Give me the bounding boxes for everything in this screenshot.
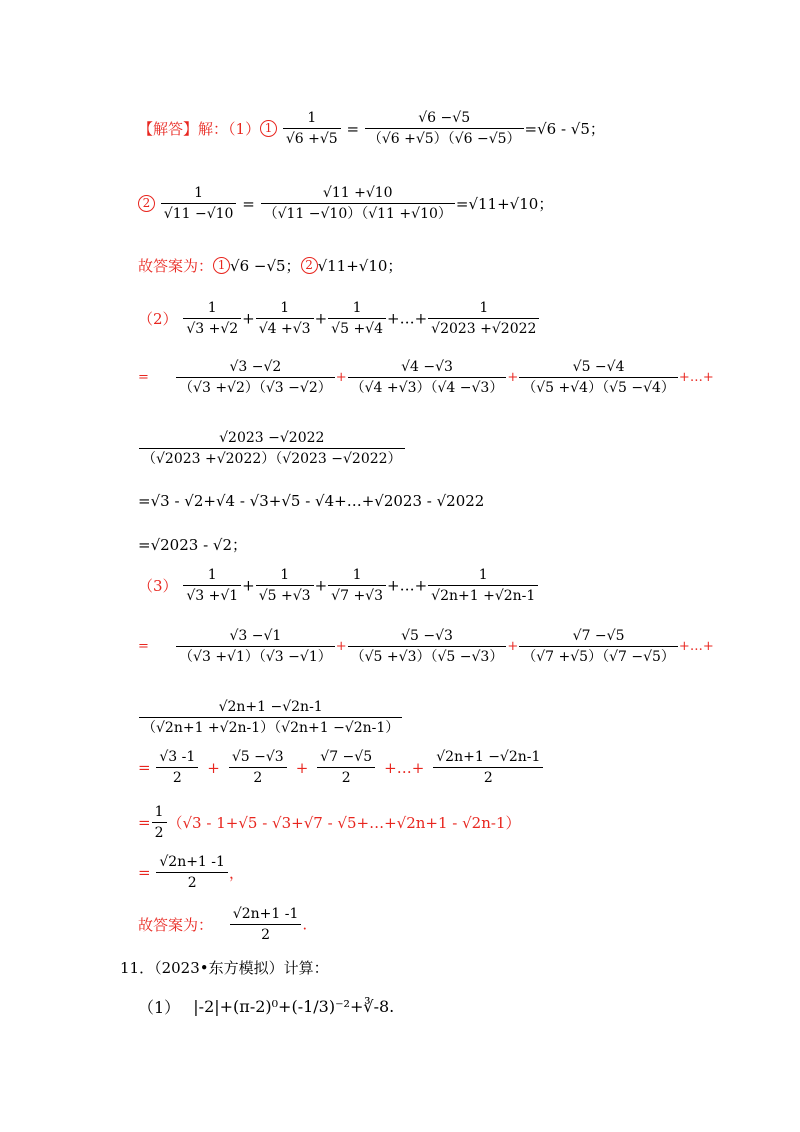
equals-sign: = [346, 119, 360, 138]
numerator: √7 −√5 [317, 747, 375, 768]
numerator: 1 [328, 298, 386, 319]
equals-sign: = [242, 194, 255, 213]
q2-telescoping [138, 492, 484, 510]
answer-prefix: 故答案为： [138, 257, 214, 275]
numerator: √3 −√2 [176, 357, 335, 378]
fraction [317, 747, 375, 788]
q2-result [138, 534, 247, 555]
numerator: √2n+1 -1 [156, 852, 228, 873]
question-11-part1 [138, 995, 394, 1018]
numerator: 1 [256, 565, 314, 586]
fraction [283, 108, 341, 149]
denominator: （√7 +√5）（√7 −√5） [522, 649, 675, 665]
plus: + [507, 370, 519, 385]
period: . [302, 915, 308, 934]
answer-1-line [138, 255, 402, 276]
numerator: 1 [256, 298, 314, 319]
q2-line3 [138, 428, 406, 469]
fraction [519, 357, 678, 398]
equals-sign: = [138, 813, 151, 832]
question-11-header [120, 957, 329, 978]
denominator: 2 [253, 770, 263, 786]
telescoping-sum: =√3 - √2+√4 - √3+√5 - √4+…+√2023 - √2022 [138, 492, 485, 510]
equals-sign: = [138, 758, 151, 777]
numerator: √4 −√3 [348, 357, 507, 378]
numerator: √5 −√4 [519, 357, 678, 378]
q3-halves [138, 747, 544, 788]
plus: + [295, 758, 309, 777]
answer-label: 【解答】 [138, 120, 199, 138]
part-1-label: （1） [138, 998, 181, 1017]
equals-sign: = [138, 370, 149, 385]
q1-line1 [138, 108, 605, 149]
numerator: √3 -1 [156, 747, 198, 768]
denominator: （√3 +√1）（√3 −√1） [179, 649, 332, 665]
plus: + [242, 309, 255, 328]
expression: |-2|+(π-2)⁰+(-1/3)⁻²+∛-8 [193, 997, 390, 1016]
fraction [328, 565, 386, 606]
answer-prefix: 故答案为： [138, 916, 214, 934]
numerator: √2023 −√2022 [139, 428, 405, 449]
answer-1a: √6 −√5； [230, 257, 301, 275]
denominator: √5 +√4 [331, 321, 384, 337]
fraction [229, 747, 287, 788]
q3-result [138, 852, 244, 893]
ellipsis: +…+ [678, 639, 714, 654]
denominator: （√5 +√4）（√5 −√4） [522, 380, 675, 396]
question-11-title: 11．（2023•东方模拟）计算： [120, 959, 329, 977]
fraction [152, 802, 167, 843]
q3-line1 [138, 565, 539, 606]
plus: + [335, 639, 347, 654]
numerator: √2n+1 -1 [230, 904, 302, 925]
period: . [389, 997, 395, 1016]
part-2-label: （2） [138, 310, 178, 328]
denominator: （√3 +√2）（√3 −√2） [179, 380, 332, 396]
denominator: 2 [341, 770, 351, 786]
q2-line2 [138, 357, 714, 398]
ellipsis: +…+ [387, 309, 428, 328]
denominator: 2 [154, 825, 164, 841]
numerator: √2n+1 −√2n-1 [433, 747, 543, 768]
result-2: =√2023 - √2； [138, 536, 248, 554]
fraction [348, 357, 507, 398]
denominator: √6 +√5 [285, 131, 338, 147]
numerator: 1 [161, 183, 237, 204]
q3-half-line [138, 802, 521, 843]
fraction [176, 626, 335, 667]
part-1-label: （1） [228, 120, 261, 138]
denominator: √5 +√3 [258, 588, 311, 604]
numerator: √5 −√3 [229, 747, 287, 768]
solution-prefix: 解： [198, 120, 229, 138]
fraction [428, 298, 539, 339]
fraction [433, 747, 543, 788]
q2-line1 [138, 298, 540, 339]
fraction [161, 183, 237, 224]
comma: ， [228, 864, 244, 882]
part-3-label: （3） [138, 577, 178, 595]
plus: + [507, 639, 519, 654]
numerator: √3 −√1 [176, 626, 335, 647]
fraction [365, 108, 524, 149]
circled-two-icon: 2 [301, 257, 318, 274]
numerator: 1 [283, 108, 341, 129]
numerator: 1 [328, 565, 386, 586]
circled-one-icon: 1 [260, 120, 277, 137]
numerator: 1 [428, 298, 539, 319]
q1-line2 [138, 183, 553, 224]
denominator: √2023 +√2022 [431, 321, 537, 337]
circled-two-icon: 2 [138, 195, 155, 212]
numerator: √6 −√5 [365, 108, 524, 129]
denominator: √3 +√1 [186, 588, 239, 604]
plus: + [242, 576, 255, 595]
denominator: （√4 +√3）（√4 −√3） [350, 380, 504, 396]
denominator: √2n+1 +√2n-1 [431, 588, 536, 604]
numerator: 1 [183, 298, 241, 319]
fraction [139, 697, 402, 738]
fraction [183, 298, 241, 339]
numerator: √11 +√10 [261, 183, 455, 204]
result-2: =√11+√10； [455, 195, 554, 213]
plus: + [314, 576, 328, 595]
fraction [139, 428, 405, 469]
fraction [428, 565, 538, 606]
numerator: 1 [183, 565, 241, 586]
answer-1b: √11+√10； [317, 257, 403, 275]
denominator: （√2n+1 +√2n-1）（√2n+1 −√2n-1） [142, 720, 400, 736]
ellipsis: +…+ [678, 370, 714, 385]
fraction [156, 747, 198, 788]
denominator: （√2023 +√2022）（√2023 −√2022） [142, 451, 402, 467]
plus: + [207, 758, 220, 777]
answer-3-line [138, 904, 307, 945]
q3-line3 [138, 697, 403, 738]
ellipsis: +…+ [384, 758, 425, 777]
fraction [183, 565, 241, 606]
fraction [230, 904, 302, 945]
numerator: √2n+1 −√2n-1 [139, 697, 402, 718]
denominator: √11 −√10 [163, 206, 234, 222]
circled-one-icon: 1 [213, 257, 230, 274]
plus: + [335, 370, 347, 385]
denominator: （√6 +√5）（√6 −√5） [367, 131, 521, 147]
equals-sign: = [138, 863, 151, 882]
fraction [261, 183, 455, 224]
fraction [156, 852, 228, 893]
fraction [519, 626, 678, 667]
ellipsis: +…+ [387, 576, 428, 595]
denominator: （√5 +√3）（√5 −√3） [350, 649, 504, 665]
denominator: 2 [483, 770, 493, 786]
equals-sign: = [138, 639, 149, 654]
denominator: 2 [187, 875, 197, 891]
fraction [328, 298, 386, 339]
fraction [256, 565, 314, 606]
q3-line2 [138, 626, 714, 667]
plus: + [314, 309, 328, 328]
denominator: √4 +√3 [258, 321, 311, 337]
denominator: 2 [261, 927, 271, 943]
numerator: √7 −√5 [519, 626, 678, 647]
fraction [176, 357, 335, 398]
result-1: =√6 - √5； [524, 120, 605, 138]
denominator: （√11 −√10）（√11 +√10） [263, 206, 452, 222]
fraction [256, 298, 314, 339]
half-sum: （√3 - 1+√5 - √3+√7 - √5+…+√2n+1 - √2n-1） [167, 814, 521, 832]
numerator: 1 [152, 802, 167, 823]
denominator: √3 +√2 [186, 321, 239, 337]
numerator: √5 −√3 [348, 626, 507, 647]
denominator: 2 [172, 770, 182, 786]
fraction [348, 626, 507, 667]
numerator: 1 [428, 565, 538, 586]
denominator: √7 +√3 [331, 588, 384, 604]
